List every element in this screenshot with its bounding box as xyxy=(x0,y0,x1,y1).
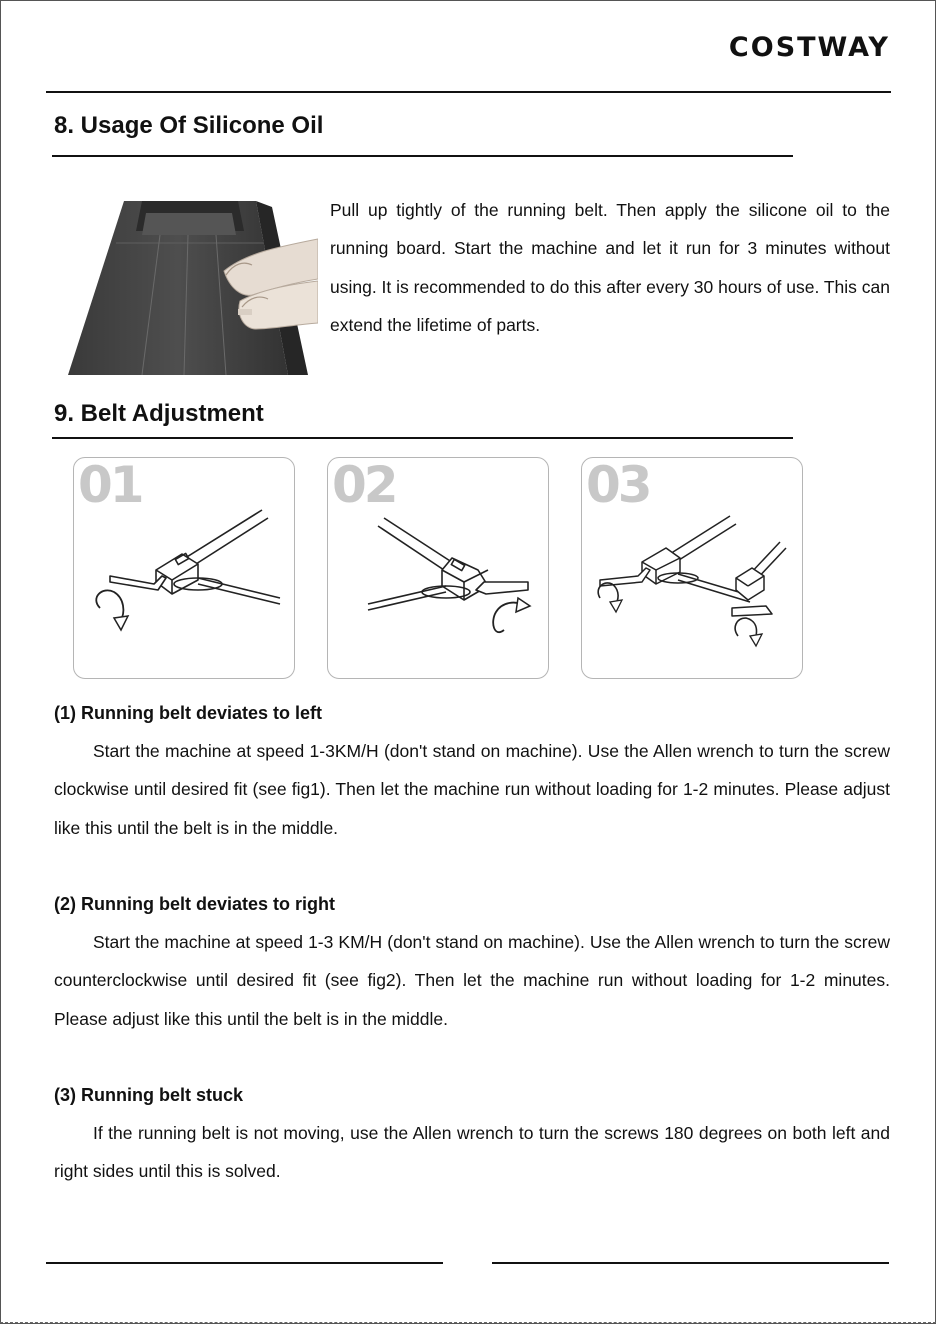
treadmill-photo-illustration xyxy=(46,183,318,375)
page-bottom-edge xyxy=(0,1322,936,1323)
figure-03-label: 03 xyxy=(586,457,650,514)
item-1-text: Start the machine at speed 1-3KM/H (don't stand on machine). Use the Allen wrench to turn the screw clockwise until desired fit (see fig1). Then let the machine run without loading for 1-2 minutes. Please adjust like this until the belt is in the middle. xyxy=(54,741,890,838)
item-3-heading: (3) Running belt stuck xyxy=(54,1085,243,1105)
brand-logo: COSTWAY xyxy=(728,32,890,63)
item-1-heading: (1) Running belt deviates to left xyxy=(54,703,323,723)
item-2-text: Start the machine at speed 1-3 KM/H (don't stand on machine). Use the Allen wrench to turn the screw counterclockwise until desired fit (see fig2). Then let the machine run without loading for 1-2 minutes. Please adjust like this until the belt is in the middle. xyxy=(54,932,890,1029)
section-8-text: Pull up tightly of the running belt. Then apply the silicone oil to the running board. Start the machine and let it run for 3 minutes without using. It is recommended to do this after every 30 hours of use. This can extend the lifetime of parts. xyxy=(330,200,890,335)
figure-01-wrench-diagram xyxy=(74,458,295,679)
footer-rule-left xyxy=(46,1262,443,1264)
figure-03 xyxy=(581,457,803,679)
treadmill-oiling-photo xyxy=(46,183,318,375)
figure-02-wrench-diagram xyxy=(328,458,549,679)
item-2-heading: (2) Running belt deviates to right xyxy=(54,894,336,914)
section-9-title: 9. Belt Adjustment xyxy=(54,400,264,427)
footer-rule-right xyxy=(492,1262,889,1264)
section-9-rule xyxy=(52,437,793,439)
figure-01 xyxy=(73,457,295,679)
section-8-title: 8. Usage Of Silicone Oil xyxy=(54,112,324,139)
figure-03-wrench-diagram xyxy=(582,458,803,679)
figure-02 xyxy=(327,457,549,679)
figure-02-label: 02 xyxy=(332,457,396,514)
header-rule xyxy=(46,91,891,93)
section-8-rule xyxy=(52,155,793,157)
figure-01-label: 01 xyxy=(78,457,142,514)
item-3-text: If the running belt is not moving, use the Allen wrench to turn the screws 180 degrees on both left and right sides until this is solved. xyxy=(54,1123,890,1182)
